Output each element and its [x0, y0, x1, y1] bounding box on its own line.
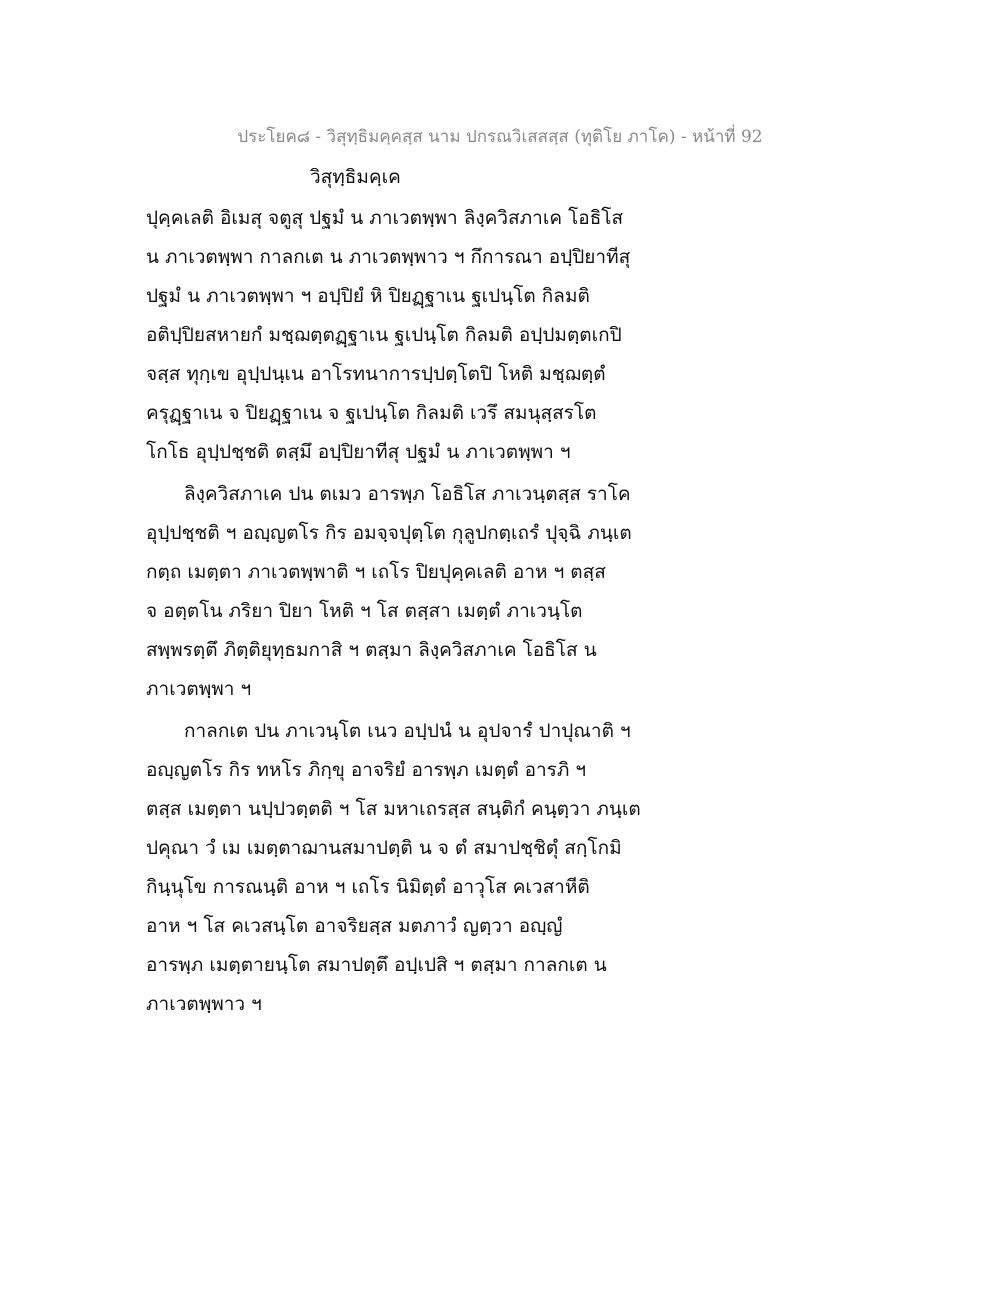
- text-line: น ภาเวตพฺพา กาลกเต น ภาเวตพฺพาว ฯ กึการณา อปฺปิยาทีสุ: [146, 246, 631, 268]
- text-line: ปคุณา วํ เม เมตฺตาฌานสมาปตฺติ น จ ตํ สมาปชฺชิตุํ สกฺโกมิ: [146, 837, 622, 859]
- text-line: ครุฏฺฐาเน จ ปิยฏฺฐาเน จ ฐเปนฺโต กิลมติ เวรึ สมนุสฺสรโต: [146, 402, 597, 424]
- text-line: อารพฺภ เมตฺตายนฺโต สมาปตฺตึ อปฺเปสิ ฯ ตสฺมา กาลกเต น: [146, 954, 607, 976]
- text-line: กาลกเต ปน ภาเวนฺโต เนว อปฺปนํ น อุปจารํ ปาปุณาติ ฯ: [184, 720, 631, 742]
- text-line: จ อตฺตโน ภริยา ปิยา โหติ ฯ โส ตสฺสา เมตฺตํ ภาเวนฺโต: [146, 600, 583, 622]
- section-title: วิสุทฺธิมคฺเค: [310, 166, 401, 188]
- text-line: ภาเวตพฺพาว ฯ: [146, 993, 262, 1015]
- text-line: กินฺนุโข การณนฺติ อาห ฯ เถโร นิมิตฺตํ อาวุโส คเวสาหีติ: [146, 876, 590, 898]
- text-line: จสฺส ทุกฺเข อุปฺปนฺเน อาโรทนาการปฺปตฺโตปิ โหติ มชฺฌตฺตํ: [146, 363, 606, 385]
- paragraph: [146, 475, 706, 709]
- text-line: กตฺถ เมตฺตา ภาเวตพฺพาติ ฯ เถโร ปิยปุคฺคเลติ อาห ฯ ตสฺส: [146, 561, 606, 583]
- text-line: ปฐมํ น ภาเวตพฺพา ฯ อปฺปิยํ หิ ปิยฏฺฐาเน ฐเปนฺโต กิลมติ: [146, 285, 590, 307]
- text-line: ตสฺส เมตฺตา นปฺปวตฺตติ ฯ โส มหาเถรสฺส สนฺติกํ คนฺตฺวา ภนฺเต: [146, 798, 641, 820]
- text-line: อาห ฯ โส คเวสนฺโต อาจริยสฺส มตภาวํ ญตฺวา อญฺญํ: [146, 915, 563, 937]
- text-line: อุปฺปชฺชติ ฯ อญฺญตโร กิร อมจฺจปุตฺโต กุลูปกตฺเถรํ ปุจฺฉิ ภนฺเต: [146, 522, 632, 544]
- paragraph: [146, 199, 706, 472]
- text-line: อติปฺปิยสหายกํ มชฺฌตฺตฏฺฐาเน ฐเปนฺโต กิลมติ อปฺปมตฺตเกปิ: [146, 324, 622, 346]
- text-line: อญฺญตโร กิร ทหโร ภิกฺขุ อาจริยํ อารพฺภ เมตฺตํ อารภิ ฯ: [146, 759, 587, 781]
- text-line: ลิงฺควิสภาเค ปน ตเมว อารพฺภ โอธิโส ภาเวนฺตสฺส ราโค: [184, 483, 631, 505]
- text-line: ปุคฺคเลติ อิเมสุ จตูสุ ปฐมํ น ภาเวตพฺพา ลิงฺควิสภาเค โอธิโส: [146, 207, 624, 229]
- body-text: [146, 199, 706, 1024]
- text-line: สพฺพรตฺตึ ภิตฺติยุทฺธมกาสิ ฯ ตสฺมา ลิงฺควิสภาเค โอธิโส น: [146, 639, 597, 661]
- text-line: ภาเวตพฺพา ฯ: [146, 678, 252, 700]
- paragraph: [146, 712, 706, 1024]
- running-header: ประโยค๘ - วิสุทฺธิมคฺคสฺส นาม ปกรณวิเสสสฺส (ทุติโย ภาโค) - หน้าที่ 92: [237, 127, 763, 147]
- text-line: โกโธ อุปฺปชฺชติ ตสฺมึ อปฺปิยาทีสุ ปฐมํ น ภาเวตพฺพา ฯ: [146, 441, 571, 463]
